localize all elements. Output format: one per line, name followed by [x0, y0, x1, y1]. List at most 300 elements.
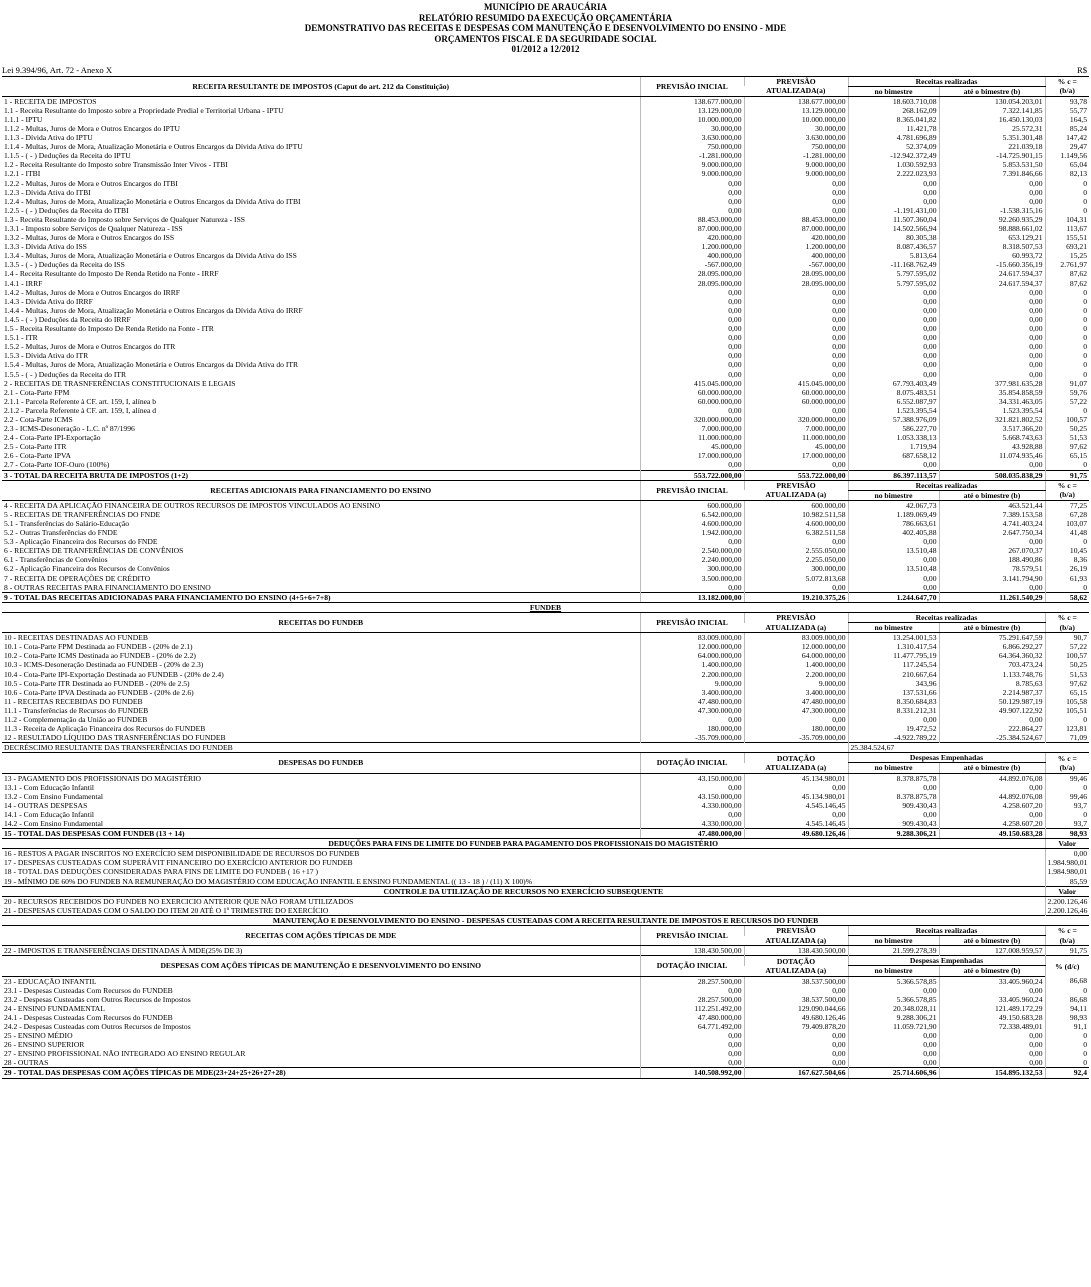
table-row	[2, 406, 1089, 415]
column-header-updated: ATUALIZADA (a)	[744, 623, 848, 633]
table-row	[2, 510, 1089, 519]
row-value: 123,81	[1045, 724, 1089, 733]
total-row	[2, 592, 1089, 602]
row-value: 41,48	[1045, 528, 1089, 537]
row-value: 0,00	[848, 537, 939, 546]
column-header-percent: % (d/c)	[1045, 956, 1089, 976]
row-value: 93,7	[1045, 801, 1089, 810]
row-value: 35.854.858,59	[939, 388, 1045, 397]
row-value: 8.365.041,82	[848, 115, 939, 124]
row-value: 85,59	[1045, 877, 1089, 887]
row-value: 300.000,00	[640, 564, 744, 573]
row-label: 1.5.4 - Multas, Juros de Mora, Atualização Monetária e Outros Encargos da Dívida Ativa do ITR	[4, 360, 299, 370]
row-value: 20.348.028,11	[848, 1004, 939, 1013]
row-value: 104,31	[1045, 215, 1089, 224]
row-value: 0	[1045, 1058, 1089, 1068]
row-label: 2.5 - Cota-Parte ITR	[4, 442, 67, 452]
table-row	[2, 733, 1089, 743]
column-header-updated: PREVISÃO	[744, 480, 848, 490]
row-value: 0,00	[744, 537, 848, 546]
table-row	[2, 379, 1089, 388]
row-value: 64.000.000,00	[640, 651, 744, 660]
table-row	[2, 251, 1089, 260]
row-value: 210.667,64	[848, 670, 939, 679]
row-label: 1.5.5 - ( - ) Deduções da Receita do ITR	[4, 369, 127, 379]
row-value: 0,00	[848, 783, 939, 792]
row-value: 0,00	[939, 715, 1045, 724]
row-value: 0,00	[744, 1049, 848, 1058]
column-header-to-date: até o bimestre (b)	[939, 623, 1045, 633]
row-value: 92,4	[1045, 1068, 1089, 1078]
column-header-updated: ATUALIZADA (a)	[744, 936, 848, 946]
row-value: 2.200.126,46	[1045, 896, 1089, 906]
table-row	[2, 660, 1089, 669]
row-value: 13.254.001,53	[848, 633, 939, 643]
row-value: 49.150.683,28	[939, 1013, 1045, 1022]
table-row	[2, 233, 1089, 242]
row-value: 0,00	[640, 324, 744, 333]
row-value: 49.680.126,46	[744, 829, 848, 839]
row-value: 0	[1045, 179, 1089, 188]
row-value: 105,58	[1045, 697, 1089, 706]
row-value: 2.240.000,00	[640, 555, 744, 564]
row-value: 909.430,43	[848, 819, 939, 829]
row-value: 0	[1045, 206, 1089, 215]
row-label: 10.2 - Cota-Parte ICMS Destinada ao FUNDEB - (20% de 2.2)	[4, 651, 196, 661]
row-value: 0	[1045, 333, 1089, 342]
table-row	[2, 169, 1089, 178]
row-value: 16.450.130,03	[939, 115, 1045, 124]
row-value: 653.129,21	[939, 233, 1045, 242]
row-value: 97,62	[1045, 442, 1089, 451]
row-value: 343,96	[848, 679, 939, 688]
row-value: 3.400.000,00	[744, 688, 848, 697]
row-value: 0,00	[640, 351, 744, 360]
row-value: 415.045.000,00	[744, 379, 848, 388]
row-label: 9 - TOTAL DAS RECEITAS ADICIONADAS PARA FINANCIAMENTO DO ENSINO (4+5+6+7+8)	[2, 592, 640, 602]
row-value: 402.405,88	[848, 528, 939, 537]
table-row	[2, 197, 1089, 206]
row-label: 25 - ENSINO MÉDIO	[4, 1031, 73, 1041]
row-value: 750.000,00	[640, 142, 744, 151]
row-value: 45.000,00	[744, 442, 848, 451]
row-value: 91,75	[1045, 470, 1089, 480]
mde-title-text: MANUTENÇÃO E DESENVOLVIMENTO DO ENSINO - DESPESAS CUSTEADAS COM A RECEITA RESULTANTE DE IMPOSTOS E RECURSOS DO FUNDEB	[2, 915, 1089, 925]
row-value: 0,00	[848, 460, 939, 470]
row-value: 0,00	[848, 810, 939, 819]
row-label: 13.1 - Com Educação Infantil	[4, 782, 95, 792]
column-header-to-date: até o bimestre (b)	[939, 86, 1045, 96]
row-value: 83.009.000,00	[640, 633, 744, 643]
row-label: 1.1.1 - IPTU	[4, 114, 43, 124]
row-value: 463.521,44	[939, 500, 1045, 510]
row-label: 1.4 - Receita Resultante do Imposto De Renda Retido na Fonte - IRRF	[4, 269, 219, 279]
row-label: 23.1 - Despesas Custeadas Com Recursos do FUNDEB	[4, 985, 173, 995]
table-row	[2, 877, 1089, 887]
column-header-realized: Despesas Empenhadas	[848, 753, 1045, 763]
row-value: 0,00	[744, 1058, 848, 1068]
row-value: 154.895.132,53	[939, 1068, 1045, 1078]
row-value: 0,00	[848, 1058, 939, 1068]
table-row	[2, 424, 1089, 433]
row-label: 11.1 - Transferências de Recursos do FUNDEB	[4, 705, 149, 715]
row-value: 12.000.000,00	[640, 642, 744, 651]
table-row	[2, 415, 1089, 424]
table-row	[2, 315, 1089, 324]
row-value: 400.000,00	[640, 251, 744, 260]
column-header-bimester: no bimestre	[848, 763, 939, 773]
row-value: 7.322.141,85	[939, 106, 1045, 115]
row-value: 0,00	[939, 1049, 1045, 1058]
row-value: 9.000,00	[744, 679, 848, 688]
table-row	[2, 451, 1089, 460]
row-value: 87.000.000,00	[744, 224, 848, 233]
row-label: 17 - DESPESAS CUSTEADAS COM SUPERÁVIT FINANCEIRO DO EXERCÍCIO ANTERIOR DO FUNDEB	[4, 858, 353, 868]
total-row	[2, 829, 1089, 839]
row-value: 4.600.000,00	[744, 519, 848, 528]
row-label: 1.4.3 - Dívida Ativa do IRRF	[4, 296, 93, 306]
row-value: 90,7	[1045, 633, 1089, 643]
row-value: 10.000.000,00	[744, 115, 848, 124]
row-value: 0,00	[848, 324, 939, 333]
row-value: 0,00	[744, 783, 848, 792]
row-value: 8.087.436,57	[848, 242, 939, 251]
row-value: 0,00	[744, 324, 848, 333]
row-value: 415.045.000,00	[640, 379, 744, 388]
column-header-percent: (b/a)	[1045, 763, 1089, 773]
row-label: 1.5.1 - ITR	[4, 333, 38, 343]
row-value: 0	[1045, 360, 1089, 369]
row-value: -12.942.372,49	[848, 151, 939, 160]
row-value: 0,00	[744, 986, 848, 995]
table-row	[2, 306, 1089, 315]
row-value: 180.000,00	[640, 724, 744, 733]
row-value: 0	[1045, 342, 1089, 351]
row-value: 0	[1045, 197, 1089, 206]
fundeb-title	[2, 602, 1089, 612]
column-header-description: RECEITA RESULTANTE DE IMPOSTOS (Caput do art. 212 da Constituição)	[2, 76, 640, 96]
column-header-bimester: no bimestre	[848, 86, 939, 96]
column-header-percent: % c =	[1045, 926, 1089, 936]
row-label: 19 - MÍNIMO DE 60% DO FUNDEB NA REMUNERAÇÃO DO MAGISTÉRIO COM EDUCAÇÃO INFANTIL E ENSINO FUNDAMENTAL (( 13 - 18 ) / (11) X 100)%	[4, 876, 533, 886]
row-value: 86.397.113,57	[848, 470, 939, 480]
row-value: 47.480.000,00	[744, 697, 848, 706]
row-value: 50,25	[1045, 660, 1089, 669]
fundeb-title-text: FUNDEB	[529, 602, 562, 612]
table-row	[2, 433, 1089, 442]
row-value: 586.227,70	[848, 424, 939, 433]
column-header-initial: PREVISÃO INICIAL	[640, 76, 744, 96]
row-value: 0,00	[848, 315, 939, 324]
row-value: 0,00	[744, 297, 848, 306]
table-row	[2, 819, 1089, 829]
table-row	[2, 1022, 1089, 1031]
row-value: 13.129.000,00	[744, 106, 848, 115]
row-value: 0,00	[640, 583, 744, 593]
row-label: 11.2 - Complementação da União ao FUNDEB	[4, 714, 148, 724]
total-row	[2, 1068, 1089, 1078]
row-value: 0,00	[744, 333, 848, 342]
decrease-row	[2, 743, 1089, 753]
row-value: 4.258.607,20	[939, 801, 1045, 810]
row-value: 57,22	[1045, 397, 1089, 406]
row-value: 0,00	[848, 288, 939, 297]
row-value: 60.000.000,00	[640, 388, 744, 397]
column-header-description: DESPESAS COM AÇÕES TÍPICAS DE MANUTENÇÃO E DESENVOLVIMENTO DO ENSINO	[2, 956, 640, 976]
municipality-title: MUNICÍPIO DE ARAUCÁRIA	[483, 2, 607, 12]
row-value: 0,00	[744, 179, 848, 188]
row-value: 167.627.504,66	[744, 1068, 848, 1078]
row-value: 5.668.743,63	[939, 433, 1045, 442]
row-value: 0,00	[848, 188, 939, 197]
row-label: 22 - IMPOSTOS E TRANSFERÊNCIAS DESTINADAS À MDE(25% DE 3)	[4, 946, 243, 956]
row-value: 10.982.511,58	[744, 510, 848, 519]
row-value: 0,00	[848, 583, 939, 593]
row-value: 8.378.875,78	[848, 773, 939, 783]
row-value: 0,00	[939, 306, 1045, 315]
table-row	[2, 388, 1089, 397]
s6-title-row	[2, 886, 1089, 896]
row-label: 2.1.1 - Parcela Referente à CF. art. 159, I, alínea b	[4, 396, 157, 406]
meta-line	[2, 65, 1087, 75]
row-value: 7.389.153,58	[939, 510, 1045, 519]
table-row	[2, 224, 1089, 233]
row-label: 14 - OUTRAS DESPESAS	[4, 800, 88, 810]
table-row	[2, 706, 1089, 715]
row-value: 0,00	[848, 1031, 939, 1040]
row-value: 8.318.507,53	[939, 242, 1045, 251]
row-value: 24.617.594,37	[939, 279, 1045, 288]
row-value: 79.409.878,20	[744, 1022, 848, 1031]
row-value: 0,00	[640, 986, 744, 995]
row-value: 2.647.750,34	[939, 528, 1045, 537]
row-value: 28.095.000,00	[640, 269, 744, 278]
row-value: 65,15	[1045, 688, 1089, 697]
row-value: 0,00	[939, 810, 1045, 819]
row-value: 0,00	[744, 306, 848, 315]
s8-header-row	[2, 956, 1089, 966]
row-label: 1.4.4 - Multas, Juros de Mora, Atualização Monetária e Outros Encargos da Dívida Ativa do IRRF	[4, 305, 303, 315]
row-label: 1.3.2 - Multas, Juros de Mora e Outros Encargos do ISS	[4, 233, 175, 243]
row-value: 47.300.000,00	[640, 706, 744, 715]
table-row	[2, 370, 1089, 379]
table-row	[2, 896, 1089, 906]
column-header-initial: PREVISÃO INICIAL	[640, 926, 744, 946]
row-value: 2.214.987,37	[939, 688, 1045, 697]
row-label: 2.1 - Cota-Parte FPM	[4, 387, 70, 397]
row-value: 15,25	[1045, 251, 1089, 260]
row-value: 0,00	[640, 333, 744, 342]
column-header-realized: Receitas realizadas	[848, 76, 1045, 86]
row-value: 50,25	[1045, 424, 1089, 433]
row-value: 600.000,00	[744, 500, 848, 510]
table-row	[2, 976, 1089, 986]
column-header-description: RECEITAS DO FUNDEB	[2, 612, 640, 632]
column-header-value: Valor	[1045, 839, 1089, 849]
row-value: 52.374,09	[848, 142, 939, 151]
row-value: 6.552.087,97	[848, 397, 939, 406]
row-value: 65,15	[1045, 451, 1089, 460]
table-row	[2, 269, 1089, 278]
row-value: 47.480.000,00	[640, 1013, 744, 1022]
column-header-updated: PREVISÃO	[744, 612, 848, 622]
row-value: 25.572,31	[939, 124, 1045, 133]
row-value: 5.072.813,68	[744, 574, 848, 583]
row-value: 3.630.000,00	[640, 133, 744, 142]
column-header-initial: DOTAÇÃO INICIAL	[640, 753, 744, 773]
row-value: 98.888.661,02	[939, 224, 1045, 233]
row-value: 6.866.292,27	[939, 642, 1045, 651]
row-value: 47.480.000,00	[640, 829, 744, 839]
row-value: 19.472,52	[848, 724, 939, 733]
row-value: 687.658,12	[848, 451, 939, 460]
mde-demonstrative-table	[2, 76, 1089, 1079]
row-value: 0,00	[744, 197, 848, 206]
row-value: 4.741.403,24	[939, 519, 1045, 528]
row-value: 64.000.000,00	[744, 651, 848, 660]
row-value: 553.722.000,00	[640, 470, 744, 480]
row-value: 0,00	[640, 715, 744, 724]
table-row	[2, 1058, 1089, 1068]
currency-unit: R$	[1076, 64, 1087, 75]
row-value: 1.053.338,13	[848, 433, 939, 442]
row-value: 3.400.000,00	[640, 688, 744, 697]
row-value: 88.453.000,00	[744, 215, 848, 224]
row-label: 5 - RECEITAS DE TRANFERÊNCIAS DO FNDE	[4, 509, 161, 519]
row-value: 0,00	[744, 1031, 848, 1040]
row-value: 2.540.000,00	[640, 546, 744, 555]
row-value: 11.059.721,90	[848, 1022, 939, 1031]
row-label: 14.2 - Com Ensino Fundamental	[4, 819, 103, 828]
row-value: 0,00	[744, 810, 848, 819]
column-header-initial: PREVISÃO INICIAL	[640, 612, 744, 632]
row-label: 1.4.2 - Multas, Juros de Mora e Outros Encargos do IRRF	[4, 287, 180, 297]
row-value: 221.039,18	[939, 142, 1045, 151]
column-header-updated: PREVISÃO	[744, 76, 848, 86]
row-label: 27 - ENSINO PROFISSIONAL NÃO INTEGRADO AO ENSINO REGULAR	[4, 1049, 246, 1059]
row-value: 8.785,63	[939, 679, 1045, 688]
row-value: 600.000,00	[640, 500, 744, 510]
row-value: 47.300.000,00	[744, 706, 848, 715]
column-header-realized: Receitas realizadas	[848, 612, 1045, 622]
row-value: 92.260.935,29	[939, 215, 1045, 224]
row-value: 0,00	[939, 197, 1045, 206]
table-row	[2, 849, 1089, 859]
table-row	[2, 867, 1089, 876]
row-value: 86,68	[1045, 995, 1089, 1004]
row-value: 43.928,88	[939, 442, 1045, 451]
row-value: 28.095.000,00	[640, 279, 744, 288]
row-value: -567.000,00	[640, 260, 744, 269]
table-row	[2, 1004, 1089, 1013]
table-row	[2, 351, 1089, 360]
row-value: 0,00	[939, 188, 1045, 197]
row-value: 28.257.500,00	[640, 995, 744, 1004]
row-value: 0,00	[640, 537, 744, 546]
row-value: 72.338.489,01	[939, 1022, 1045, 1031]
row-value: 0,00	[640, 1049, 744, 1058]
row-value: 9.000.000,00	[640, 169, 744, 178]
row-label: 1.1 - Receita Resultante do Imposto sobre a Propriedade Predial e Territorial Urbana - IPTU	[4, 105, 284, 115]
row-value: 5.351.301,48	[939, 133, 1045, 142]
row-value: 30.000,00	[744, 124, 848, 133]
row-value: 1.310.417,54	[848, 642, 939, 651]
column-header-percent: % c =	[1045, 480, 1089, 490]
row-value: 3.500.000,00	[640, 574, 744, 583]
row-value: 1.942.000,00	[640, 528, 744, 537]
column-header-initial: PREVISÃO INICIAL	[640, 480, 744, 500]
s4-header-row	[2, 753, 1089, 763]
row-value: 117.245,54	[848, 660, 939, 669]
row-label: 28 - OUTRAS	[4, 1058, 49, 1068]
row-value: -35.709.000,00	[640, 733, 744, 743]
row-value: 45.134.980,01	[744, 792, 848, 801]
row-label: 26 - ENSINO SUPERIOR	[4, 1040, 85, 1050]
budget-scope: ORÇAMENTOS FISCAL E DA SEGURIDADE SOCIAL	[434, 33, 657, 44]
table-row	[2, 724, 1089, 733]
row-value: 7.391.846,66	[939, 169, 1045, 178]
row-value: 130.054.203,01	[939, 96, 1045, 106]
row-label: 2.7 - Cota-Parte IOF-Ouro (100%)	[4, 460, 110, 470]
column-header-updated: ATUALIZADA (a)	[744, 763, 848, 773]
table-row	[2, 124, 1089, 133]
row-label: 8 - OUTRAS RECEITAS PARA FINANCIAMENTO DO ENSINO	[4, 582, 211, 592]
row-value: 94,11	[1045, 1004, 1089, 1013]
row-value: 98,93	[1045, 1013, 1089, 1022]
row-label: 7 - RECEITA DE OPERAÇÕES DE CRÉDITO	[4, 573, 151, 583]
table-row	[2, 670, 1089, 679]
row-value: 45.134.980,01	[744, 773, 848, 783]
table-row	[2, 633, 1089, 643]
column-header-updated: PREVISÃO	[744, 926, 848, 936]
row-value: 0,00	[848, 342, 939, 351]
table-row	[2, 1040, 1089, 1049]
row-value: 300.000,00	[744, 564, 848, 573]
row-value: 1.030.592,93	[848, 160, 939, 169]
row-value: 0,00	[744, 288, 848, 297]
row-value: 9.288.306,21	[848, 1013, 939, 1022]
row-value: 693,21	[1045, 242, 1089, 251]
row-value: 0,00	[939, 1031, 1045, 1040]
column-header-realized: Receitas realizadas	[848, 480, 1045, 490]
table-row	[2, 583, 1089, 593]
row-value: 71,09	[1045, 733, 1089, 743]
row-label: 1.3 - Receita Resultante do Imposto sobre Serviços de Qualquer Natureza - ISS	[4, 214, 246, 224]
row-label: 2.6 - Cota-Parte IPVA	[4, 451, 71, 461]
row-value: 188.490,86	[939, 555, 1045, 564]
row-value: 138.677.000,00	[744, 96, 848, 106]
row-label: 5.2 - Outras Transferências do FNDE	[4, 528, 118, 538]
row-label: 29 - TOTAL DAS DESPESAS COM AÇÕES TÍPICAS DE MDE(23+24+25+26+27+28)	[2, 1068, 640, 1078]
row-value: 0	[1045, 715, 1089, 724]
s1-header-row	[2, 76, 1089, 86]
row-value: 0,00	[848, 555, 939, 564]
row-value: 180.000,00	[744, 724, 848, 733]
s3-header-row	[2, 612, 1089, 622]
column-header-description: DESPESAS DO FUNDEB	[2, 753, 640, 773]
row-value: 222.864,27	[939, 724, 1045, 733]
column-header-percent: (b/a)	[1045, 623, 1089, 633]
row-label: 4 - RECEITA DA APLICAÇÃO FINANCEIRA DE OUTROS RECURSOS DE IMPOSTOS VINCULADOS AO ENSINO	[4, 500, 381, 510]
row-label: 23.2 - Despesas Custeadas com Outros Recursos de Impostos	[4, 994, 191, 1004]
row-value: 60.993,72	[939, 251, 1045, 260]
row-value: 164,5	[1045, 115, 1089, 124]
row-value: 83.009.000,00	[744, 633, 848, 643]
mde-title	[2, 915, 1089, 925]
row-value: 420.000,00	[744, 233, 848, 242]
row-value: 49.680.126,46	[744, 1013, 848, 1022]
row-value: 77,25	[1045, 500, 1089, 510]
